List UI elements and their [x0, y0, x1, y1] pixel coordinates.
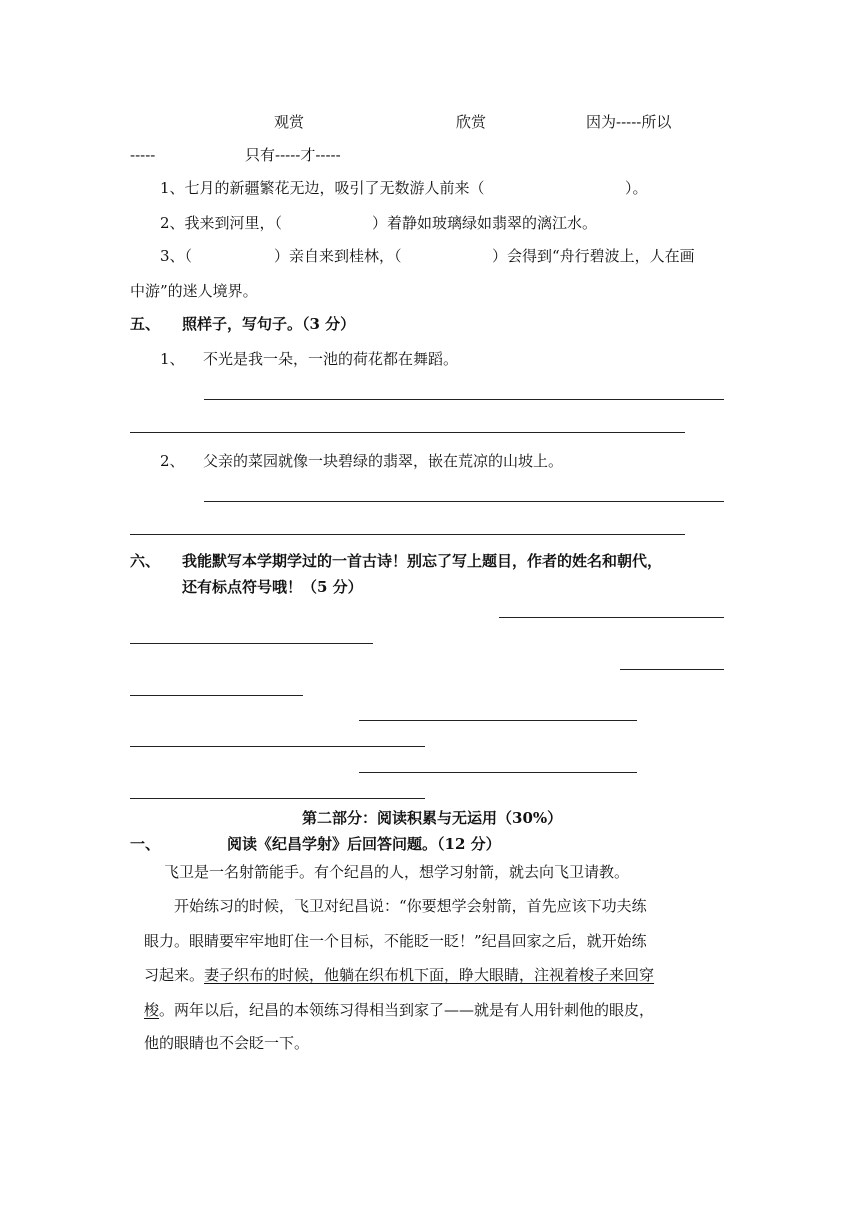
answer-line [130, 746, 425, 747]
answer-line [130, 695, 303, 696]
answer-line [130, 798, 425, 799]
answer-line [359, 772, 637, 773]
answer-line [499, 617, 724, 618]
passage-underlined-sentence: 妻子织布的时候，他躺在织布机下面，睁大眼睛，注视着梭子来回穿 [204, 966, 655, 984]
fill-item-3-close: ）会得到“舟行碧波上，人在画 [492, 247, 695, 265]
section-5-title: 照样子，写句子。（3 分） [182, 315, 356, 333]
question-1-title: 阅读《纪昌学射》后回答问题。（12 分） [227, 835, 501, 853]
fill-item-3-pre: 3、（ [160, 247, 193, 265]
fill-item-1-close: ）。 [625, 179, 648, 197]
part-2-title: 第二部分：阅读积累与无运用（30%） [302, 809, 563, 827]
section-6-title-line-1: 我能默写本学期学过的一首古诗！别忘了写上题目，作者的姓名和朝代， [182, 552, 663, 570]
passage-paragraph-2-line-3 [144, 965, 654, 985]
answer-line [359, 720, 637, 721]
fill-item-3-mid: ）亲自来到桂林，（ [274, 247, 402, 265]
passage-paragraph-2-line-2: 眼力。眼睛要牢牢地盯住一个目标，不能眨一眨！”纪昌回家之后，就开始练 [144, 932, 647, 950]
section-5-item-1-text: 不光是我一朵，一池的荷花都在舞蹈。 [203, 350, 459, 368]
section-5-number: 五、 [130, 315, 161, 333]
word-option-2: 欣赏 [456, 113, 487, 131]
section-5-item-2-text: 父亲的菜园就像一块碧绿的翡翠，嵌在荒凉的山坡上。 [203, 452, 564, 470]
passage-paragraph-2-line-4 [144, 1000, 654, 1020]
section-6-number: 六、 [130, 552, 161, 570]
fill-item-2-text: 2、我来到河里，（ [160, 214, 283, 232]
answer-line [130, 534, 685, 535]
section-5-item-2-number: 2、 [160, 452, 185, 470]
section-5-item-1-number: 1、 [160, 350, 185, 368]
passage-underlined-sentence-end: 梭 [144, 1001, 160, 1019]
answer-line [130, 643, 373, 644]
word-option-4: 只有-----才----- [245, 146, 341, 164]
word-option-3-continued: ----- [130, 146, 156, 164]
answer-line [204, 399, 724, 400]
section-6-title-line-2: 还有标点符号哦！（5 分） [182, 578, 363, 596]
fill-item-2-close: ）着静如玻璃绿如翡翠的漓江水。 [372, 214, 598, 232]
passage-paragraph-2-line-5: 他的眼睛也不会眨一下。 [144, 1034, 310, 1052]
passage-plain-text: 。两年以后，纪昌的本领练习得相当到家了——就是有人用针刺他的眼皮， [159, 1001, 655, 1019]
answer-line [620, 669, 724, 670]
word-option-3: 因为-----所以 [586, 113, 672, 131]
answer-line [130, 432, 685, 433]
passage-paragraph-1: 飞卫是一名射箭能手。有个纪昌的人，想学习射箭，就去向飞卫请教。 [164, 863, 630, 881]
word-option-1: 观赏 [274, 113, 305, 131]
question-1-number: 一、 [130, 835, 161, 853]
fill-item-3-continued: 中游”的迷人境界。 [130, 282, 258, 300]
passage-plain-text: 习起来。 [144, 966, 205, 984]
answer-line [204, 501, 724, 502]
passage-paragraph-2-line-1: 开始练习的时候，飞卫对纪昌说：“你要想学会射箭，首先应该下功夫练 [174, 897, 647, 915]
fill-item-1-text: 1、七月的新疆繁花无边，吸引了无数游人前来（ [160, 179, 485, 197]
